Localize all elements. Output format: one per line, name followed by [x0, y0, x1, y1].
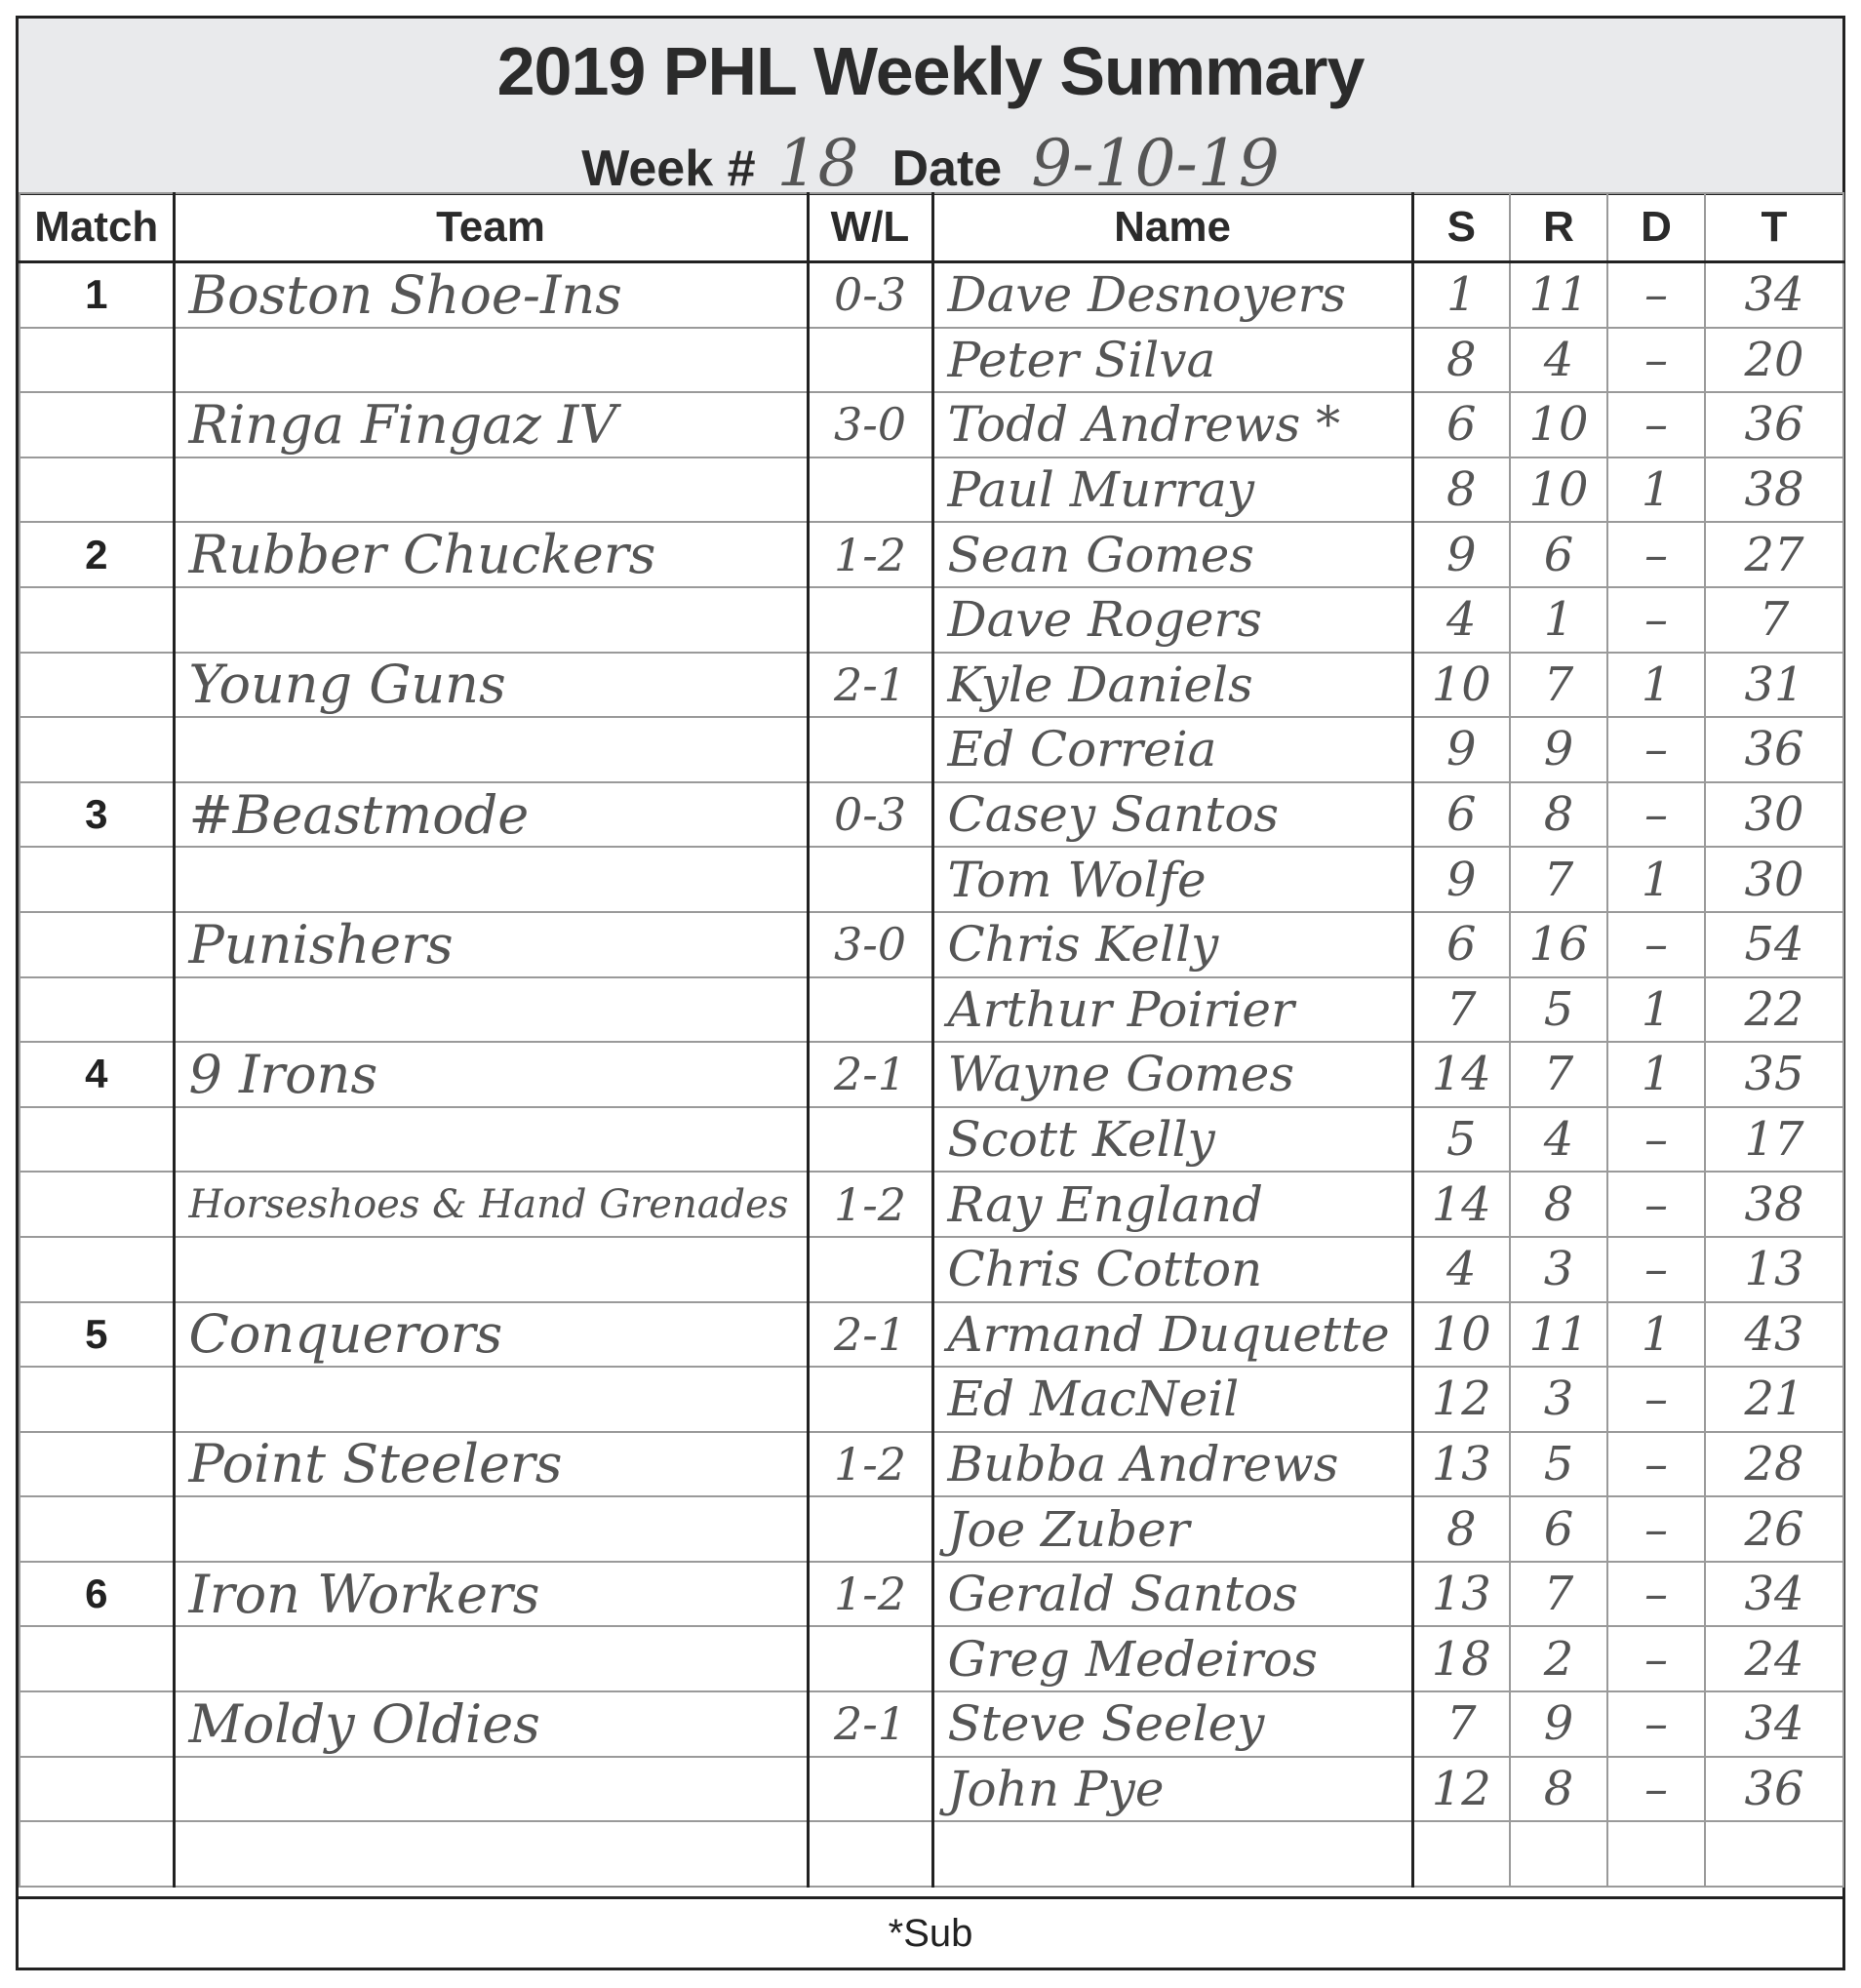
team-name: Iron Workers — [174, 1562, 808, 1627]
score-r: 10 — [1510, 392, 1607, 457]
win-loss: 2-1 — [808, 1691, 932, 1757]
score-t: 35 — [1705, 1042, 1843, 1107]
column-header-r: R — [1510, 193, 1607, 262]
win-loss — [808, 1821, 932, 1887]
score-d: – — [1607, 1757, 1705, 1822]
player-name: Tom Wolfe — [932, 847, 1412, 912]
score-r: 3 — [1510, 1237, 1607, 1302]
score-r: 11 — [1510, 1302, 1607, 1368]
win-loss — [808, 717, 932, 782]
win-loss: 1-2 — [808, 522, 932, 587]
team-name — [174, 1821, 808, 1887]
match-number — [20, 653, 174, 718]
player-name: Bubba Andrews — [932, 1432, 1412, 1497]
score-d: 1 — [1607, 653, 1705, 718]
match-number — [20, 1821, 174, 1887]
score-r: 7 — [1510, 847, 1607, 912]
table-row — [20, 457, 1843, 523]
player-name: Kyle Daniels — [932, 653, 1412, 718]
column-header-team: Team — [174, 193, 808, 262]
team-name: Horseshoes & Hand Grenades — [174, 1172, 808, 1237]
player-name: Ray England — [932, 1172, 1412, 1237]
score-t: 54 — [1705, 912, 1843, 977]
score-s: 18 — [1412, 1626, 1510, 1691]
table-row — [20, 1237, 1843, 1302]
score-s — [1412, 1821, 1510, 1887]
match-number — [20, 1691, 174, 1757]
match-number — [20, 1172, 174, 1237]
win-loss: 2-1 — [808, 1302, 932, 1368]
column-header-match: Match — [20, 193, 174, 262]
team-name: Young Guns — [174, 653, 808, 718]
win-loss: 2-1 — [808, 653, 932, 718]
score-d: – — [1607, 522, 1705, 587]
score-t: 22 — [1705, 977, 1843, 1043]
player-name: Dave Desnoyers — [932, 262, 1412, 328]
table-row — [20, 262, 1843, 328]
score-d: 1 — [1607, 977, 1705, 1043]
column-header-s: S — [1412, 193, 1510, 262]
score-t: 31 — [1705, 653, 1843, 718]
win-loss — [808, 1757, 932, 1822]
team-name: Ringa Fingaz IV — [174, 392, 808, 457]
score-s: 12 — [1412, 1367, 1510, 1432]
score-r: 6 — [1510, 1496, 1607, 1562]
score-t: 34 — [1705, 1691, 1843, 1757]
table-row — [20, 1562, 1843, 1627]
week-date-line — [19, 126, 1842, 201]
player-name: Ed Correia — [932, 717, 1412, 782]
table-row — [20, 1821, 1843, 1887]
table-row — [20, 1367, 1843, 1432]
score-s: 9 — [1412, 847, 1510, 912]
table-row — [20, 1691, 1843, 1757]
table-row — [20, 1432, 1843, 1497]
score-t: 30 — [1705, 847, 1843, 912]
team-name: Point Steelers — [174, 1432, 808, 1497]
score-r: 4 — [1510, 328, 1607, 393]
column-header-name: Name — [932, 193, 1412, 262]
score-d: – — [1607, 717, 1705, 782]
score-d: 1 — [1607, 457, 1705, 523]
win-loss: 1-2 — [808, 1562, 932, 1627]
score-t: 43 — [1705, 1302, 1843, 1368]
match-number — [20, 977, 174, 1043]
score-t: 36 — [1705, 717, 1843, 782]
win-loss: 2-1 — [808, 1042, 932, 1107]
score-r: 6 — [1510, 522, 1607, 587]
player-name: John Pye — [932, 1757, 1412, 1822]
score-d: – — [1607, 1626, 1705, 1691]
score-d: – — [1607, 1172, 1705, 1237]
player-name: Greg Medeiros — [932, 1626, 1412, 1691]
score-s: 10 — [1412, 1302, 1510, 1368]
match-number: 6 — [20, 1562, 174, 1627]
score-t: 17 — [1705, 1107, 1843, 1173]
score-s: 9 — [1412, 522, 1510, 587]
page-title: 2019 PHL Weekly Summary — [496, 33, 1365, 109]
team-name: Boston Shoe-Ins — [174, 262, 808, 328]
score-d: – — [1607, 392, 1705, 457]
match-number — [20, 328, 174, 393]
team-name: 9 Irons — [174, 1042, 808, 1107]
score-r: 11 — [1510, 262, 1607, 328]
player-name: Dave Rogers — [932, 587, 1412, 653]
table-body — [20, 262, 1843, 1887]
table-row — [20, 912, 1843, 977]
win-loss: 3-0 — [808, 912, 932, 977]
player-name: Sean Gomes — [932, 522, 1412, 587]
match-number — [20, 1107, 174, 1173]
table-row — [20, 847, 1843, 912]
team-name: Moldy Oldies — [174, 1691, 808, 1757]
score-t: 26 — [1705, 1496, 1843, 1562]
score-d: – — [1607, 1562, 1705, 1627]
score-r: 16 — [1510, 912, 1607, 977]
score-r — [1510, 1821, 1607, 1887]
table-row — [20, 522, 1843, 587]
column-header-d: D — [1607, 193, 1705, 262]
win-loss — [808, 328, 932, 393]
score-s: 10 — [1412, 653, 1510, 718]
team-name — [174, 1757, 808, 1822]
table-row — [20, 977, 1843, 1043]
score-d: – — [1607, 1367, 1705, 1432]
score-r: 7 — [1510, 1042, 1607, 1107]
score-d: – — [1607, 1107, 1705, 1173]
match-number — [20, 587, 174, 653]
table-row — [20, 1172, 1843, 1237]
score-r: 5 — [1510, 1432, 1607, 1497]
score-d: – — [1607, 1496, 1705, 1562]
team-name: Rubber Chuckers — [174, 522, 808, 587]
player-name: Gerald Santos — [932, 1562, 1412, 1627]
score-r: 7 — [1510, 653, 1607, 718]
score-d: – — [1607, 1691, 1705, 1757]
score-s: 13 — [1412, 1432, 1510, 1497]
table-row — [20, 587, 1843, 653]
score-s: 6 — [1412, 392, 1510, 457]
column-header-t: T — [1705, 193, 1843, 262]
player-name: Ed MacNeil — [932, 1367, 1412, 1432]
match-number — [20, 1367, 174, 1432]
table-row — [20, 328, 1843, 393]
team-name: Conquerors — [174, 1302, 808, 1368]
match-number: 4 — [20, 1042, 174, 1107]
score-d: 1 — [1607, 1042, 1705, 1107]
score-d: – — [1607, 912, 1705, 977]
score-s: 13 — [1412, 1562, 1510, 1627]
match-number — [20, 1757, 174, 1822]
match-number — [20, 1237, 174, 1302]
score-s: 8 — [1412, 328, 1510, 393]
score-t: 36 — [1705, 1757, 1843, 1822]
match-number: 3 — [20, 782, 174, 848]
player-name: Scott Kelly — [932, 1107, 1412, 1173]
match-number — [20, 847, 174, 912]
match-number: 2 — [20, 522, 174, 587]
score-r: 9 — [1510, 1691, 1607, 1757]
score-t: 38 — [1705, 457, 1843, 523]
win-loss — [808, 1496, 932, 1562]
team-name — [174, 1107, 808, 1173]
team-name: #Beastmode — [174, 782, 808, 848]
score-r: 3 — [1510, 1367, 1607, 1432]
table-row — [20, 717, 1843, 782]
match-number — [20, 912, 174, 977]
score-s: 6 — [1412, 782, 1510, 848]
player-name: Todd Andrews * — [932, 392, 1412, 457]
player-name: Paul Murray — [932, 457, 1412, 523]
team-name — [174, 1367, 808, 1432]
player-name: Arthur Poirier — [932, 977, 1412, 1043]
win-loss — [808, 587, 932, 653]
score-d — [1607, 1821, 1705, 1887]
match-number — [20, 1496, 174, 1562]
sheet-header — [19, 19, 1842, 201]
score-t: 38 — [1705, 1172, 1843, 1237]
date-value: 9-10-19 — [1031, 126, 1280, 201]
score-t: 21 — [1705, 1367, 1843, 1432]
team-name — [174, 1626, 808, 1691]
team-name — [174, 328, 808, 393]
score-s: 6 — [1412, 912, 1510, 977]
match-number: 5 — [20, 1302, 174, 1368]
match-number — [20, 457, 174, 523]
score-t: 27 — [1705, 522, 1843, 587]
score-d: 1 — [1607, 847, 1705, 912]
player-name: Chris Kelly — [932, 912, 1412, 977]
team-name: Punishers — [174, 912, 808, 977]
score-r: 10 — [1510, 457, 1607, 523]
score-t: 24 — [1705, 1626, 1843, 1691]
win-loss — [808, 847, 932, 912]
footer-note: *Sub — [19, 1896, 1842, 1968]
table-row — [20, 392, 1843, 457]
win-loss — [808, 1237, 932, 1302]
win-loss — [808, 1367, 932, 1432]
score-s: 14 — [1412, 1042, 1510, 1107]
match-number — [20, 717, 174, 782]
score-t: 13 — [1705, 1237, 1843, 1302]
team-name — [174, 977, 808, 1043]
score-t — [1705, 1821, 1843, 1887]
win-loss — [808, 457, 932, 523]
win-loss: 0-3 — [808, 782, 932, 848]
player-name — [932, 1821, 1412, 1887]
table-row — [20, 1042, 1843, 1107]
score-t: 34 — [1705, 1562, 1843, 1627]
team-name — [174, 587, 808, 653]
score-s: 12 — [1412, 1757, 1510, 1822]
score-t: 34 — [1705, 262, 1843, 328]
week-label: Week # — [581, 140, 756, 197]
score-s: 9 — [1412, 717, 1510, 782]
player-name: Wayne Gomes — [932, 1042, 1412, 1107]
score-d: – — [1607, 328, 1705, 393]
week-value: 18 — [776, 126, 859, 201]
player-name: Steve Seeley — [932, 1691, 1412, 1757]
match-number — [20, 392, 174, 457]
player-name: Joe Zuber — [932, 1496, 1412, 1562]
table-row — [20, 653, 1843, 718]
score-s: 7 — [1412, 977, 1510, 1043]
score-r: 5 — [1510, 977, 1607, 1043]
summary-table — [19, 192, 1844, 1888]
score-s: 8 — [1412, 457, 1510, 523]
player-name: Casey Santos — [932, 782, 1412, 848]
header-row — [20, 193, 1843, 262]
table-row — [20, 1496, 1843, 1562]
team-name — [174, 1237, 808, 1302]
match-number — [20, 1432, 174, 1497]
win-loss — [808, 1107, 932, 1173]
table-row — [20, 1302, 1843, 1368]
win-loss: 1-2 — [808, 1432, 932, 1497]
player-name: Chris Cotton — [932, 1237, 1412, 1302]
win-loss: 1-2 — [808, 1172, 932, 1237]
score-s: 4 — [1412, 1237, 1510, 1302]
score-s: 14 — [1412, 1172, 1510, 1237]
table-row — [20, 1757, 1843, 1822]
score-r: 9 — [1510, 717, 1607, 782]
table-row — [20, 1626, 1843, 1691]
score-d: – — [1607, 587, 1705, 653]
score-s: 8 — [1412, 1496, 1510, 1562]
score-d: – — [1607, 1432, 1705, 1497]
table-row — [20, 782, 1843, 848]
score-s: 5 — [1412, 1107, 1510, 1173]
score-t: 28 — [1705, 1432, 1843, 1497]
score-r: 7 — [1510, 1562, 1607, 1627]
win-loss: 3-0 — [808, 392, 932, 457]
win-loss: 0-3 — [808, 262, 932, 328]
team-name — [174, 717, 808, 782]
match-number — [20, 1626, 174, 1691]
team-name — [174, 1496, 808, 1562]
player-name: Peter Silva — [932, 328, 1412, 393]
table-row — [20, 1107, 1843, 1173]
win-loss — [808, 1626, 932, 1691]
score-r: 4 — [1510, 1107, 1607, 1173]
score-r: 2 — [1510, 1626, 1607, 1691]
score-d: – — [1607, 262, 1705, 328]
column-header-wl: W/L — [808, 193, 932, 262]
score-t: 7 — [1705, 587, 1843, 653]
score-s: 7 — [1412, 1691, 1510, 1757]
team-name — [174, 847, 808, 912]
score-r: 8 — [1510, 1757, 1607, 1822]
win-loss — [808, 977, 932, 1043]
score-sheet — [16, 16, 1845, 1970]
score-r: 8 — [1510, 1172, 1607, 1237]
score-t: 20 — [1705, 328, 1843, 393]
match-number: 1 — [20, 262, 174, 328]
player-name: Armand Duquette — [932, 1302, 1412, 1368]
score-r: 8 — [1510, 782, 1607, 848]
score-s: 4 — [1412, 587, 1510, 653]
date-label: Date — [891, 140, 1003, 197]
score-r: 1 — [1510, 587, 1607, 653]
score-d: 1 — [1607, 1302, 1705, 1368]
score-t: 30 — [1705, 782, 1843, 848]
score-t: 36 — [1705, 392, 1843, 457]
team-name — [174, 457, 808, 523]
score-d: – — [1607, 1237, 1705, 1302]
score-d: – — [1607, 782, 1705, 848]
score-s: 1 — [1412, 262, 1510, 328]
